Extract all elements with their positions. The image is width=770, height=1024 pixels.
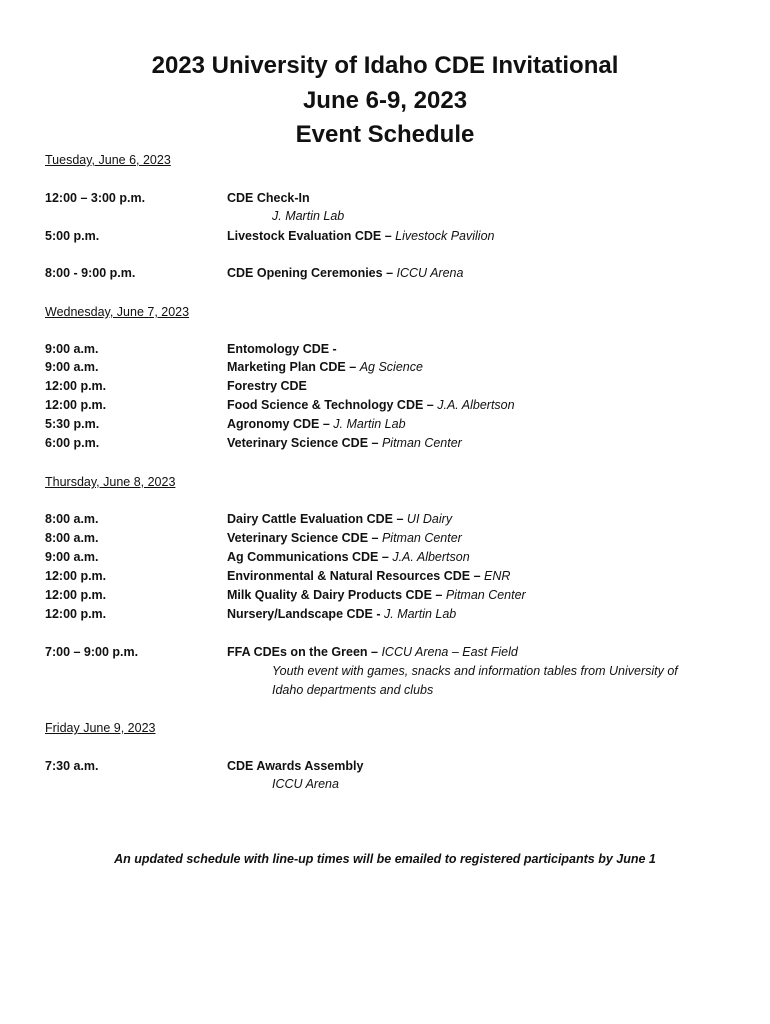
event-location: J. Martin Lab [384, 607, 457, 621]
schedule-row [0, 512, 770, 531]
event-separator: – [381, 229, 396, 243]
event-separator: – [393, 512, 407, 526]
schedule-row [0, 229, 770, 248]
schedule-row [0, 342, 770, 361]
event-name: Veterinary Science CDE [227, 436, 369, 450]
event-detail [227, 531, 462, 545]
event-separator: – [423, 398, 438, 412]
event-time: 9:00 a.m. [45, 342, 99, 356]
event-time: 9:00 a.m. [45, 550, 99, 564]
event-time: 5:30 p.m. [45, 417, 100, 431]
event-location: Pitman Center [445, 588, 526, 602]
event-time: 12:00 – 3:00 p.m. [45, 191, 146, 205]
event-detail [227, 436, 462, 450]
event-detail [227, 360, 423, 374]
event-name: FFA CDEs on the Green [227, 645, 368, 659]
event-separator: – [345, 360, 360, 374]
event-location: Pitman Center [381, 531, 462, 545]
event-name: Marketing Plan CDE [227, 360, 346, 374]
schedule-row [0, 607, 770, 626]
event-time: 12:00 p.m. [45, 588, 107, 602]
schedule-row [0, 398, 770, 417]
event-separator: – [378, 550, 393, 564]
event-detail [227, 229, 494, 243]
event-location: ENR [484, 569, 511, 583]
event-location-note: J. Martin Lab [272, 209, 345, 223]
event-detail [227, 417, 406, 431]
event-separator: – [368, 531, 382, 545]
event-name: Dairy Cattle Evaluation CDE [227, 512, 394, 526]
day-heading-tuesday: Tuesday, June 6, 2023 [45, 153, 171, 167]
event-time: 8:00 - 9:00 p.m. [45, 266, 136, 280]
document-dates: June 6-9, 2023 [302, 87, 468, 114]
event-name: CDE Check-In [227, 191, 310, 205]
schedule-row [0, 569, 770, 588]
schedule-row [0, 645, 770, 664]
event-location: J.A. Albertson [392, 550, 470, 564]
event-name: Forestry CDE [227, 379, 307, 393]
event-separator: – [319, 417, 334, 431]
event-name: Food Science & Technology CDE [227, 398, 424, 412]
event-separator: – [367, 645, 382, 659]
event-separator: – [382, 266, 397, 280]
event-location: UI Dairy [406, 512, 453, 526]
event-description: Idaho departments and clubs [272, 683, 434, 697]
event-name: Veterinary Science CDE [227, 531, 369, 545]
schedule-row [0, 417, 770, 436]
event-location: J. Martin Lab [333, 417, 406, 431]
event-detail [227, 759, 363, 773]
event-detail [227, 398, 515, 412]
event-detail [227, 569, 510, 583]
event-name: Agronomy CDE [227, 417, 320, 431]
footer-note: An updated schedule with line-up times will be emailed to registered participants by June 1 [114, 852, 656, 866]
event-detail [227, 550, 470, 564]
event-detail [227, 588, 526, 602]
schedule-row [0, 588, 770, 607]
event-separator: – [368, 436, 382, 450]
schedule-row [0, 550, 770, 569]
schedule-row [0, 436, 770, 455]
document-subtitle: Event Schedule [295, 121, 475, 148]
event-time: 7:00 – 9:00 p.m. [45, 645, 139, 659]
event-time: 9:00 a.m. [45, 360, 99, 374]
event-detail [227, 512, 452, 526]
event-description: Youth event with games, snacks and information tables from University of [272, 664, 678, 678]
event-location: J.A. Albertson [437, 398, 515, 412]
event-time: 12:00 p.m. [45, 379, 107, 393]
event-time: 6:00 p.m. [45, 436, 100, 450]
event-separator: - [372, 607, 384, 621]
schedule-row [0, 379, 770, 398]
day-heading-wednesday: Wednesday, June 7, 2023 [45, 305, 190, 319]
schedule-row [0, 759, 770, 778]
event-detail [227, 379, 307, 393]
day-heading-thursday: Thursday, June 8, 2023 [45, 475, 176, 489]
event-name: Nursery/Landscape CDE [227, 607, 373, 621]
document-title: 2023 University of Idaho CDE Invitational [151, 52, 619, 79]
event-location-note: ICCU Arena [272, 777, 339, 791]
event-separator: – [431, 588, 446, 602]
event-time: 12:00 p.m. [45, 607, 107, 621]
event-name: CDE Awards Assembly [227, 759, 364, 773]
event-location: ICCU Arena [396, 266, 464, 280]
day-heading-friday: Friday June 9, 2023 [45, 721, 156, 735]
event-time: 8:00 a.m. [45, 512, 99, 526]
event-name: Entomology CDE - [227, 342, 337, 356]
event-detail [227, 342, 337, 356]
event-detail [227, 191, 310, 205]
event-detail [227, 645, 518, 659]
event-separator: – [470, 569, 485, 583]
event-time: 8:00 a.m. [45, 531, 99, 545]
event-name: Livestock Evaluation CDE [227, 229, 382, 243]
schedule-row [0, 266, 770, 285]
event-detail [227, 607, 456, 621]
event-location: Livestock Pavilion [395, 229, 495, 243]
schedule-row [0, 360, 770, 379]
schedule-row [0, 191, 770, 210]
event-time: 12:00 p.m. [45, 398, 107, 412]
event-detail [227, 266, 463, 280]
event-name: Milk Quality & Dairy Products CDE [227, 588, 432, 602]
event-location: ICCU Arena – East Field [381, 645, 518, 659]
event-name: Environmental & Natural Resources CDE [227, 569, 471, 583]
schedule-row [0, 531, 770, 550]
event-name: Ag Communications CDE [227, 550, 379, 564]
event-time: 7:30 a.m. [45, 759, 99, 773]
event-time: 5:00 p.m. [45, 229, 100, 243]
event-time: 12:00 p.m. [45, 569, 107, 583]
event-name: CDE Opening Ceremonies [227, 266, 383, 280]
event-location: Ag Science [359, 360, 423, 374]
event-location: Pitman Center [381, 436, 462, 450]
